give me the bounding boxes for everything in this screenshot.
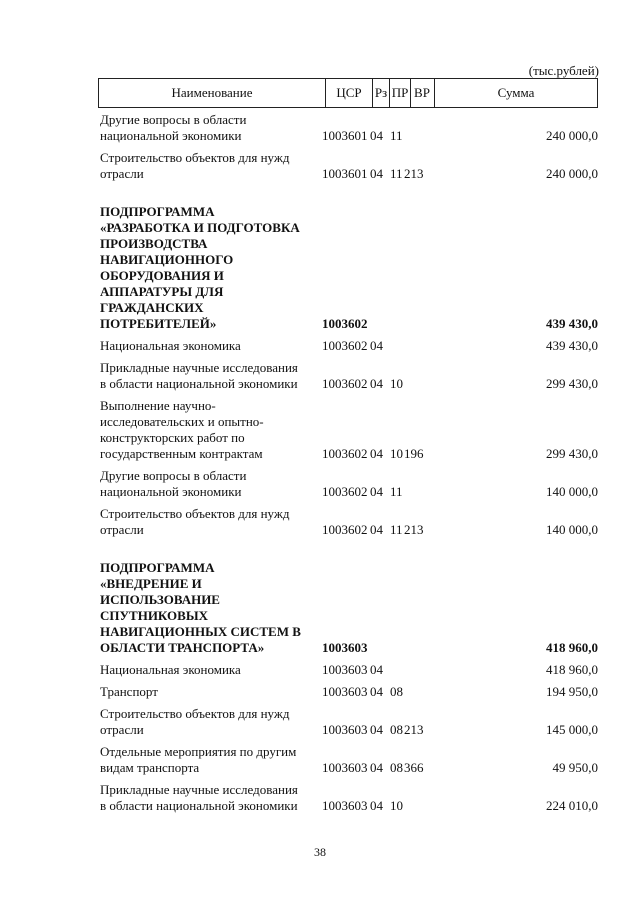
row-name: ПОДПРОГРАММА «РАЗРАБОТКА И ПОДГОТОВКА ПРОИЗВОДСТВА НАВИГАЦИОННОГО ОБОРУДОВАНИЯ И АППАРАТУРЫ ДЛЯ ГРАЖДАНСКИХ ПОТРЕБИТЕЛЕЙ»: [100, 204, 300, 331]
row-rz: 04: [370, 662, 383, 677]
row-pr: 11: [390, 484, 403, 499]
row-sum: 140 000,0: [546, 522, 598, 537]
row-csr: 1003603: [322, 798, 368, 813]
row-rz: 04: [370, 484, 383, 499]
table-row: [100, 112, 600, 144]
row-csr: 1003602: [322, 338, 368, 353]
table-row: [100, 560, 600, 656]
row-name: Строительство объектов для нужд отрасли: [100, 506, 290, 537]
row-sum: 299 430,0: [546, 446, 598, 461]
row-rz: 04: [370, 128, 383, 143]
row-rz: 04: [370, 446, 383, 461]
row-vr: 366: [404, 760, 424, 775]
table-header: [98, 78, 598, 108]
row-pr: 08: [390, 684, 403, 699]
row-pr: 11: [390, 128, 403, 143]
row-name: Отдельные мероприятия по другим видам транспорта: [100, 744, 297, 775]
header-csr: ЦСР: [336, 85, 362, 100]
row-csr: 1003601: [322, 128, 368, 143]
header-pr: ПР: [391, 85, 409, 100]
row-rz: 04: [370, 760, 383, 775]
row-rz: 04: [370, 798, 383, 813]
row-csr: 1003602: [322, 522, 368, 537]
row-csr: 1003603: [322, 684, 368, 699]
header-name: Наименование: [171, 85, 253, 100]
row-rz: 04: [370, 684, 383, 699]
row-pr: 11: [390, 522, 403, 537]
row-csr: 1003601: [322, 166, 368, 181]
row-csr: 1003602: [322, 484, 368, 499]
row-sum: 439 430,0: [546, 338, 598, 353]
table-row: [100, 684, 600, 700]
row-name: Прикладные научные исследования в области национальной экономики: [100, 360, 298, 391]
row-name: Транспорт: [100, 684, 158, 699]
header-vr: ВР: [414, 85, 430, 100]
row-rz: 04: [370, 376, 383, 391]
table-row: [100, 338, 600, 354]
row-csr: 1003603: [322, 640, 368, 655]
table-row: [100, 744, 600, 776]
row-sum: 418 960,0: [546, 662, 598, 677]
row-rz: 04: [370, 522, 383, 537]
row-csr: 1003602: [322, 376, 368, 391]
row-name: Прикладные научные исследования в области национальной экономики: [100, 782, 298, 813]
row-sum: 49 950,0: [552, 760, 598, 775]
table-row: [100, 360, 600, 392]
row-rz: 04: [370, 722, 383, 737]
page-number: 38: [314, 845, 326, 859]
row-sum: 140 000,0: [546, 484, 598, 499]
row-pr: 08: [390, 760, 403, 775]
row-name: Строительство объектов для нужд отрасли: [100, 706, 290, 737]
table-row: [100, 150, 600, 182]
row-sum: 194 950,0: [546, 684, 598, 699]
row-vr: 213: [404, 166, 424, 181]
row-csr: 1003603: [322, 722, 368, 737]
row-sum: 240 000,0: [546, 128, 598, 143]
row-pr: 10: [390, 798, 403, 813]
row-name: Национальная экономика: [100, 338, 241, 353]
row-name: Другие вопросы в области национальной экономики: [100, 112, 247, 143]
table-row: [100, 782, 600, 814]
row-rz: 04: [370, 166, 383, 181]
row-sum: 439 430,0: [546, 316, 598, 331]
row-name: ПОДПРОГРАММА «ВНЕДРЕНИЕ И ИСПОЛЬЗОВАНИЕ СПУТНИКОВЫХ НАВИГАЦИОННЫХ СИСТЕМ В ОБЛАСТИ ТРАНСПОРТА»: [100, 560, 301, 655]
row-sum: 145 000,0: [546, 722, 598, 737]
row-vr: 196: [404, 446, 424, 461]
row-sum: 418 960,0: [546, 640, 598, 655]
row-vr: 213: [404, 722, 424, 737]
table-row: [100, 468, 600, 500]
table-row: [100, 662, 600, 678]
table-row: [100, 398, 600, 462]
table-row: [100, 204, 600, 332]
row-sum: 299 430,0: [546, 376, 598, 391]
row-pr: 11: [390, 166, 403, 181]
row-csr: 1003603: [322, 662, 368, 677]
row-vr: 213: [404, 522, 424, 537]
table-row: [100, 706, 600, 738]
row-csr: 1003603: [322, 760, 368, 775]
row-name: Строительство объектов для нужд отрасли: [100, 150, 290, 181]
table-body: [100, 112, 600, 820]
row-rz: 04: [370, 338, 383, 353]
header-sum: Сумма: [497, 85, 535, 100]
header-rz: Рз: [374, 85, 388, 100]
row-pr: 10: [390, 446, 403, 461]
row-sum: 240 000,0: [546, 166, 598, 181]
table-row: [100, 506, 600, 538]
row-pr: 08: [390, 722, 403, 737]
row-csr: 1003602: [322, 446, 368, 461]
row-name: Другие вопросы в области национальной экономики: [100, 468, 247, 499]
unit-label: (тыс.рублей): [528, 63, 599, 78]
row-sum: 224 010,0: [546, 798, 598, 813]
row-name: Национальная экономика: [100, 662, 241, 677]
row-name: Выполнение научно- исследовательских и опытно- конструкторских работ по государственным контрактам: [100, 398, 264, 461]
row-pr: 10: [390, 376, 403, 391]
row-csr: 1003602: [322, 316, 368, 331]
